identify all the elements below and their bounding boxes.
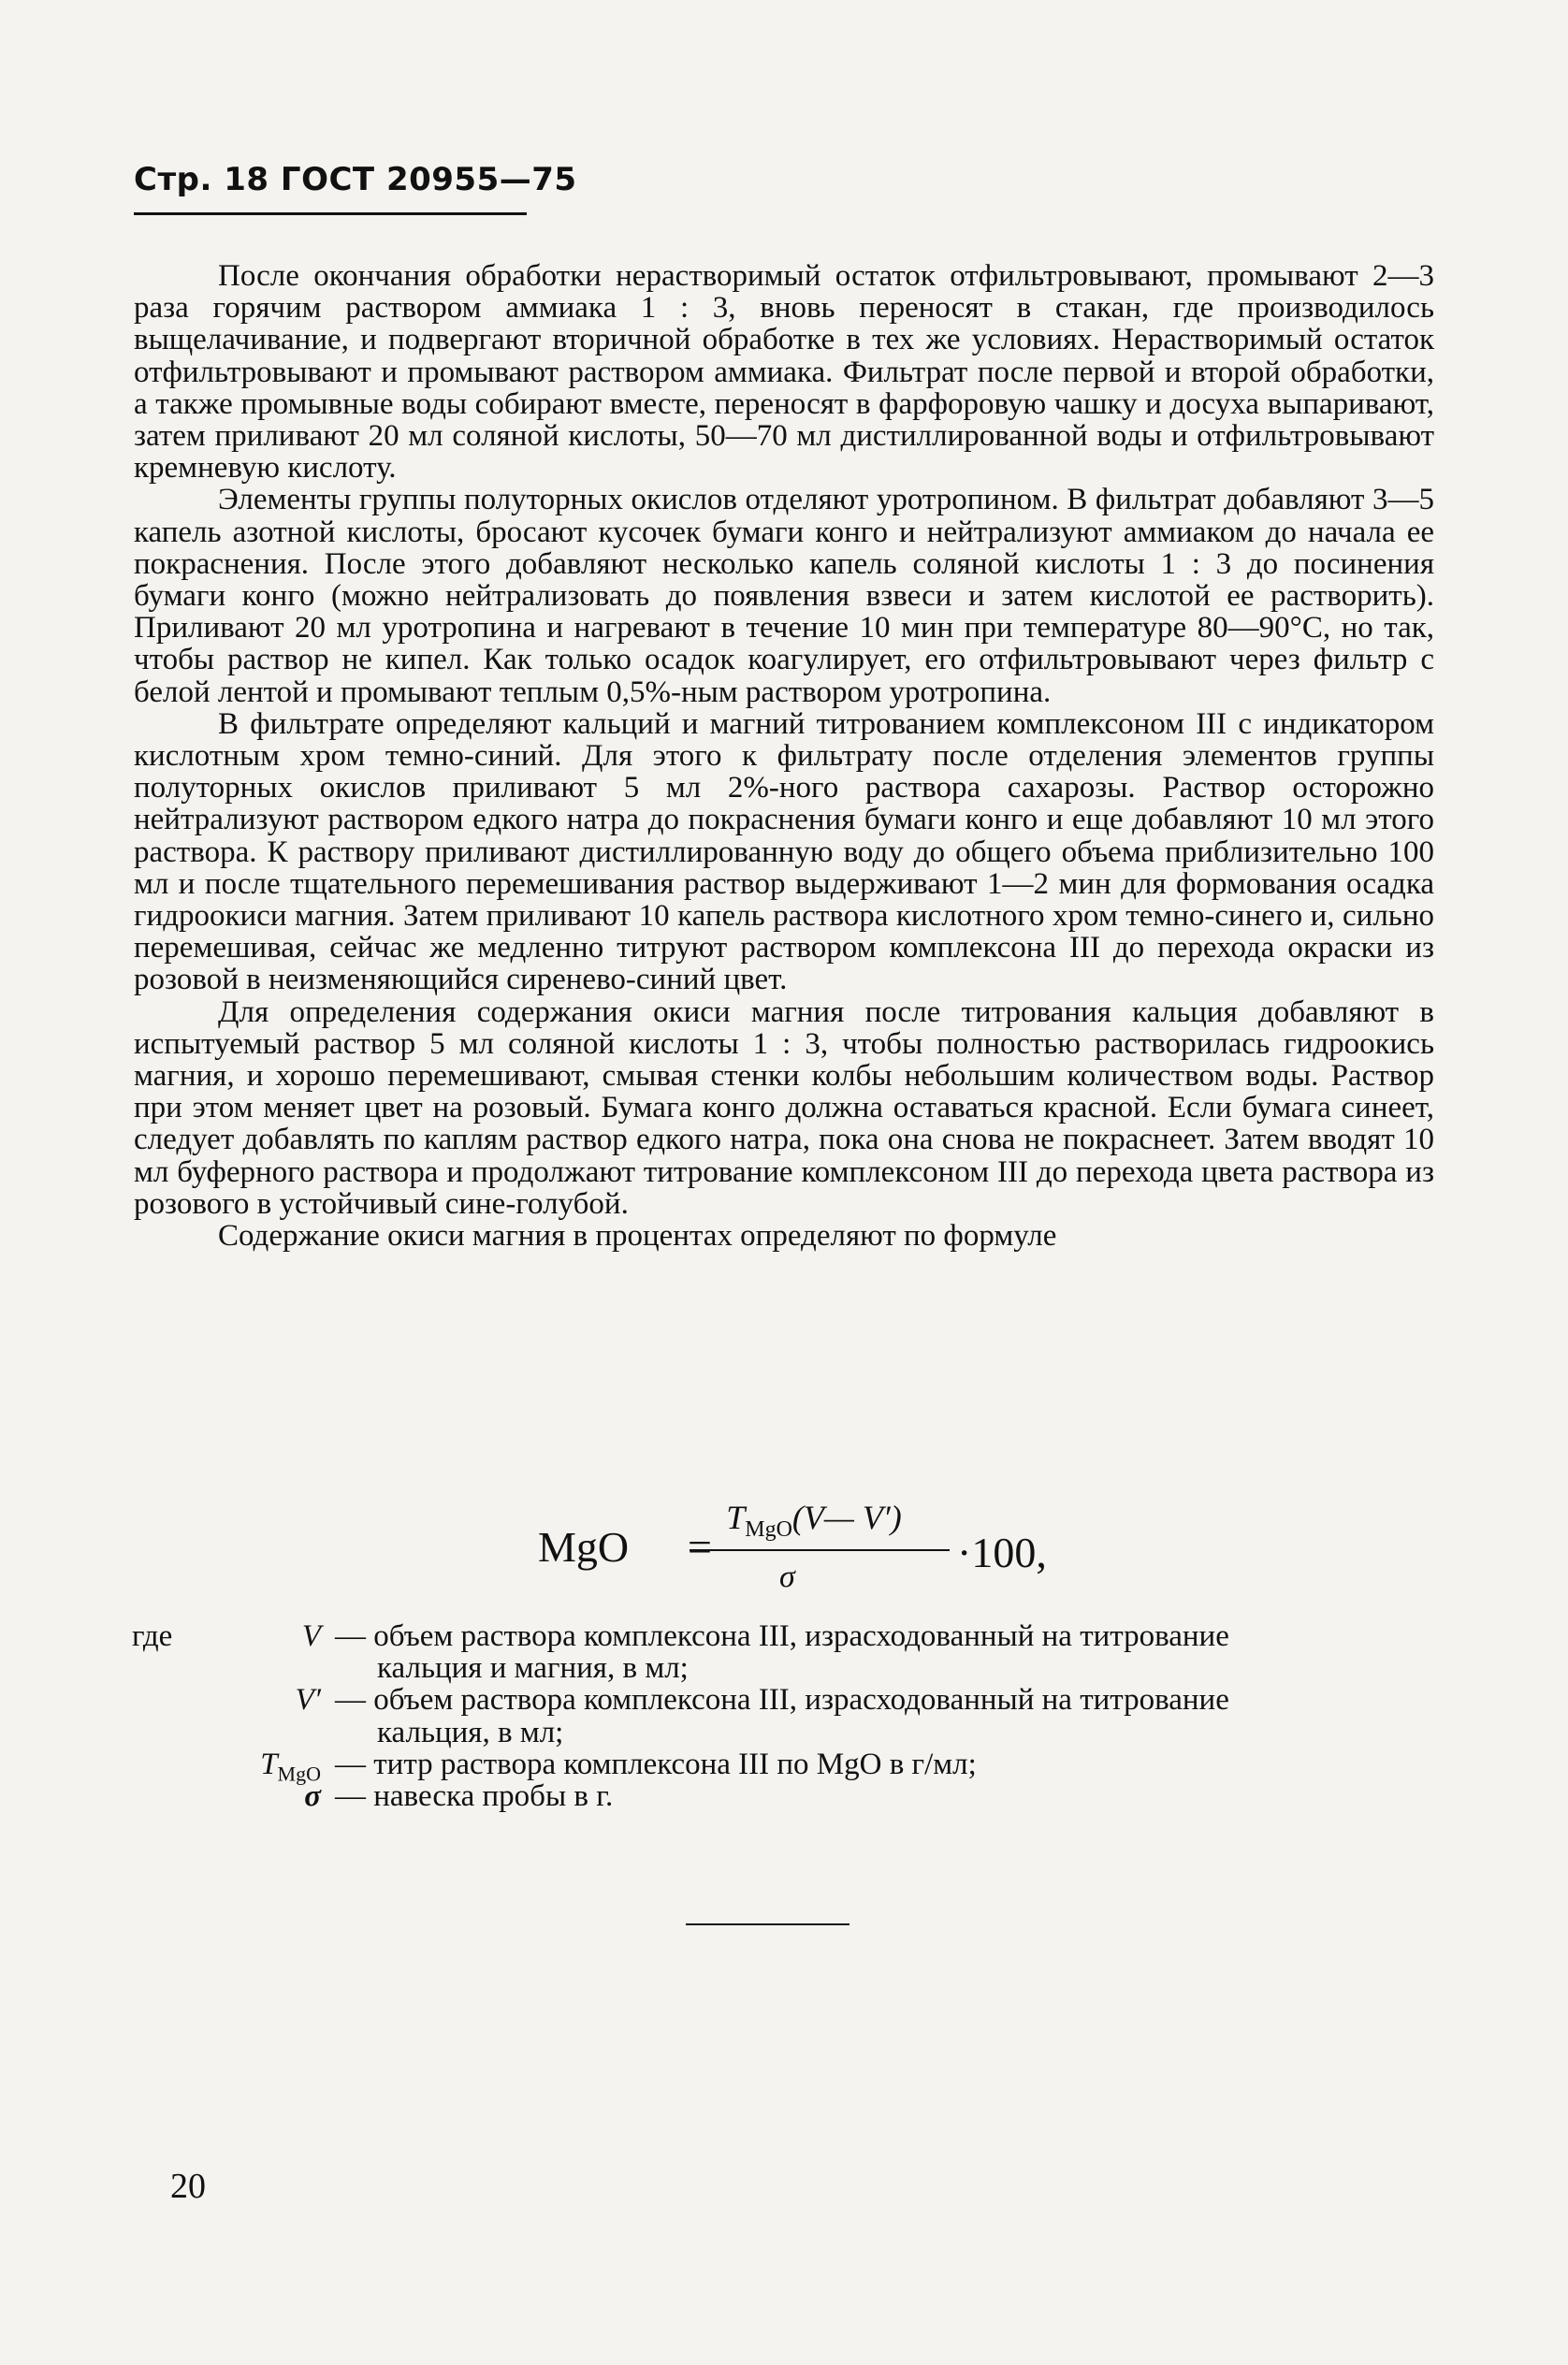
header-rule xyxy=(134,212,527,215)
legend-continuation: кальция, в мл; xyxy=(377,1715,564,1749)
legend-dash: — xyxy=(335,1779,374,1814)
formula xyxy=(538,1499,1193,1594)
legend-symbol-sub: MgO xyxy=(277,1762,321,1786)
formula-numerator-sub: MgO xyxy=(745,1517,792,1543)
legend-definition: навеска пробы в г. xyxy=(373,1779,614,1814)
legend-row xyxy=(134,1684,1434,1748)
legend-dash: — xyxy=(335,1619,374,1653)
legend-row xyxy=(134,1747,1434,1786)
formula-legend xyxy=(134,1620,1434,1812)
formula-equals: = xyxy=(688,1523,712,1571)
fraction-line xyxy=(690,1549,950,1551)
legend-continuation: кальция и магния, в мл; xyxy=(377,1651,689,1686)
legend-symbol-text: σ xyxy=(304,1779,321,1814)
formula-multiplier: ·100, xyxy=(957,1529,1047,1576)
paragraph: Содержание окиси магния в процентах определяют по формуле xyxy=(218,1219,1057,1254)
legend-dash: — xyxy=(335,1747,374,1781)
legend-definition: объем раствора комплексона III, израсходованный на титрование xyxy=(373,1683,1229,1718)
legend-row xyxy=(134,1620,1434,1684)
formula-numerator-T: T xyxy=(726,1499,746,1536)
legend-symbol-text: V′ xyxy=(295,1683,321,1718)
running-head: Стр. 18 ГОСТ 20955—75 xyxy=(134,161,577,198)
legend-definition: объем раствора комплексона III, израсходованный на титрование xyxy=(373,1619,1229,1653)
legend-symbol xyxy=(134,1684,321,1716)
legend-dash: — xyxy=(335,1683,374,1718)
legend-text xyxy=(335,1684,1434,1748)
legend-text xyxy=(335,1780,1434,1812)
legend-text xyxy=(335,1748,1434,1780)
formula-denominator: σ xyxy=(779,1560,795,1594)
end-rule xyxy=(686,1923,849,1925)
legend-symbol xyxy=(134,1620,321,1652)
page-number: 20 xyxy=(170,2167,206,2206)
paragraph: Элементы группы полуторных окислов отделяют уротропином. В фильтрат добавляют 3—5 капель азотной кислоты, бросают кусочек бумаги конго и нейтрализуют аммиаком до начала ее покраснения. После этого добавляют несколько капель соляной кислоты 1 : 3 до посинения бумаги конго (можно нейтрализовать до появления взвеси и затем кислотой ее растворить). Приливают 20 мл уротропина и нагревают в течение 10 мин при температуре 80—90°С, но так, чтобы раствор не кипел. Как только осадок коагулирует, его отфильтровывают через фильтр с белой лентой и промывают теплым 0,5%-ным раствором уротропина. xyxy=(134,483,1434,709)
legend-symbol-text: V xyxy=(301,1619,321,1653)
formula-numerator xyxy=(688,1498,940,1543)
legend-symbol-text: T xyxy=(260,1747,278,1781)
legend-definition: титр раствора комплексона III по MgO в г/мл; xyxy=(373,1747,977,1781)
formula-lhs: MgO xyxy=(538,1523,630,1571)
legend-intro: где xyxy=(132,1619,173,1653)
body-text xyxy=(134,260,1434,1252)
paragraph: После окончания обработки нерастворимый остаток отфильтровывают, промывают 2—3 раза горячим раствором аммиака 1 : 3, вновь переносят в стакан, где производилось выщелачивание, и подвергают вторичной обработке в тех же условиях. Нерастворимый остаток отфильтровывают и промывают раствором аммиака. Фильтрат после первой и второй обработки, а также промывные воды собирают вместе, переносят в фарфоровую чашку и досуха выпаривают, затем приливают 20 мл соляной кислоты, 50—70 мл дистиллированной воды и отфильтровывают кремневую кислоту. xyxy=(134,259,1434,486)
paragraph: В фильтрате определяют кальций и магний титрованием комплексоном III с индикатором кислотным хром темно-синий. Для этого к фильтрату после отделения элементов группы полуторных окислов приливают 5 мл 2%-ного раствора сахарозы. Раствор осторожно нейтрализуют раствором едкого натра до покраснения бумаги конго и еще добавляют 10 мл этого раствора. К раствору приливают дистиллированную воду до общего объема приблизительно 100 мл и после тщательного перемешивания раствор выдерживают 1—2 мин для формования осадка гидроокиси магния. Затем приливают 10 капель раствора кислотного хром темно-синего и, сильно перемешивая, сейчас же медленно титруют раствором комплексона III до перехода окраски из розовой в неизменяющийся сиренево-синий цвет. xyxy=(134,706,1434,997)
paragraph: Для определения содержания окиси магния после титрования кальция добавляют в испытуемый раствор 5 мл соляной кислоты 1 : 3, чтобы полностью растворилась гидроокись магния, и хорошо перемешивают, смывая стенки колбы небольшим количеством воды. Раствор при этом меняет цвет на розовый. Бумага конго должна оставаться красной. Если бумага синеет, следует добавлять по каплям раствор едкого натра, пока она снова не покраснеет. Затем вводят 10 мл буферного раствора и продолжают титрование комплексоном III до перехода цвета раствора из розового в устойчивый сине-голубой. xyxy=(134,994,1434,1221)
legend-row xyxy=(134,1780,1434,1812)
formula-numerator-rest: (V— V′) xyxy=(791,1499,902,1536)
legend-text xyxy=(335,1620,1434,1684)
legend-symbol xyxy=(134,1780,321,1812)
